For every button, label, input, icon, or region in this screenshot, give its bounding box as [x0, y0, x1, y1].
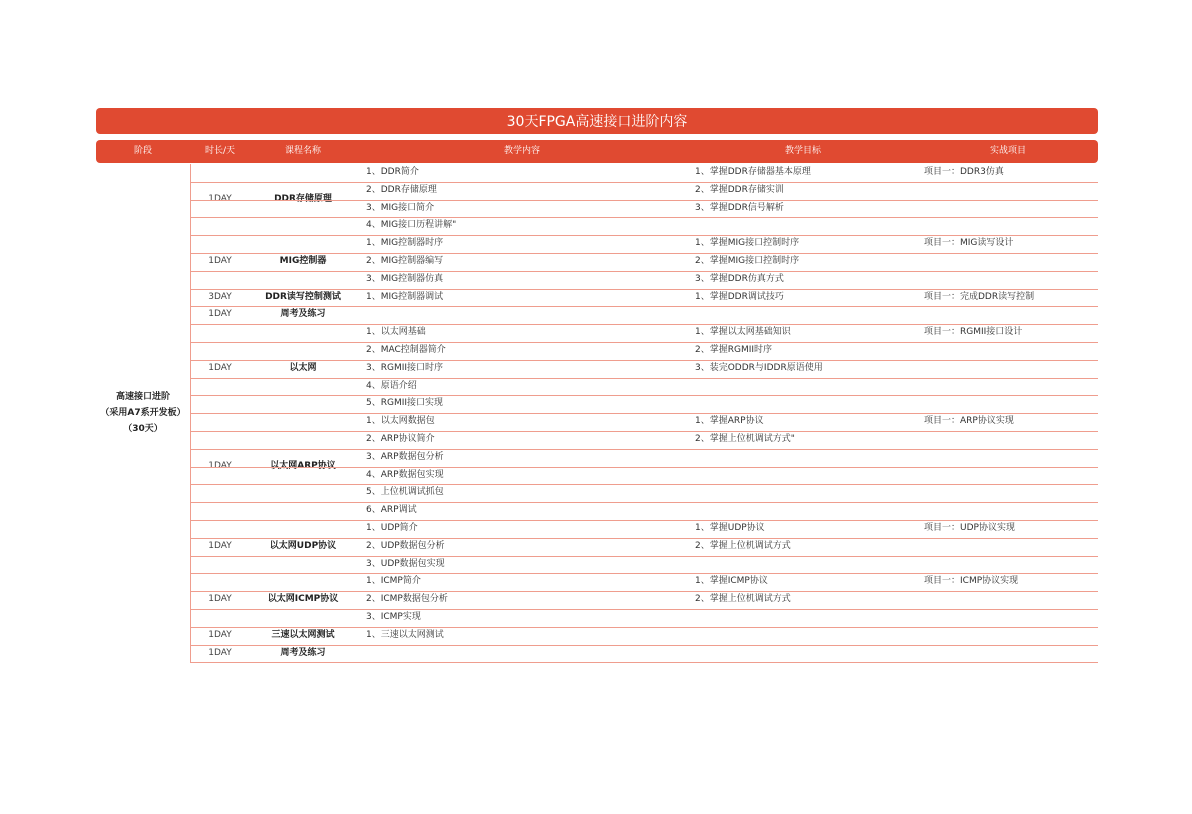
table-row: [190, 538, 1098, 557]
course-duration: 1DAY: [208, 363, 232, 374]
header-project: 实战项目: [989, 146, 1026, 156]
table-row: [190, 200, 1098, 219]
table-row: [190, 502, 1098, 521]
row-content: 3、MIG接口简介: [366, 202, 435, 213]
row-content: 1、MIG控制器调试: [366, 291, 444, 302]
course-duration: 3DAY: [208, 291, 232, 302]
course-duration: 1DAY: [208, 256, 232, 267]
table-row: [190, 467, 1098, 486]
row-content: 3、ICMP实现: [366, 612, 421, 622]
course-name: 以太网: [289, 363, 317, 374]
table-row: [190, 609, 1098, 628]
row-goal: 1、掌握DDR存储器基本原理: [695, 167, 811, 177]
row-project: 项目一：ARP协议实现: [924, 416, 1014, 427]
row-project: 项目一：完成DDR读写控制: [924, 291, 1035, 302]
table-header: [96, 140, 1098, 163]
table-row: [190, 342, 1098, 361]
row-content: 3、ARP数据包分析: [366, 451, 444, 462]
row-goal: 1、掌握MIG接口控制时序: [695, 238, 800, 249]
row-content: 2、DDR存储原理: [366, 184, 437, 195]
row-goal: 2、掌握MIG接口控制时序: [695, 256, 800, 266]
row-content: 6、ARP调试: [366, 505, 417, 516]
row-content: 1、UDP简介: [366, 523, 418, 533]
row-goal: 1、掌握ICMP协议: [695, 576, 768, 587]
header-stage: 阶段: [133, 146, 152, 156]
stage-days: （30天）: [123, 423, 163, 434]
course-duration: 1DAY: [208, 461, 232, 472]
course-name: 以太网ICMP协议: [267, 594, 339, 605]
row-content: 5、RGMII接口实现: [366, 398, 444, 409]
course-name: 周考及练习: [280, 309, 326, 320]
course-name: 三速以太网测试: [271, 629, 335, 640]
table-row: [190, 484, 1098, 503]
row-goal: 3、装完ODDR与IDDR原语使用: [695, 362, 823, 373]
row-content: 4、MIG接口历程讲解": [366, 220, 457, 231]
row-project: 项目一：DDR3仿真: [924, 167, 1004, 177]
row-content: 1、以太网基础: [366, 327, 426, 338]
course-duration: 1DAY: [208, 194, 232, 204]
course-name: MIG控制器: [279, 256, 327, 267]
course-name: DDR存储原理: [274, 194, 332, 204]
row-project: 项目一：MIG读写设计: [924, 238, 1014, 249]
table-row: [190, 449, 1098, 468]
row-goal: 3、掌握DDR仿真方式: [695, 273, 784, 284]
row-content: 2、UDP数据包分析: [366, 540, 445, 551]
table-row: [190, 271, 1098, 290]
table-row: [190, 591, 1098, 610]
header-goal: 教学目标: [784, 146, 821, 156]
row-content: 1、三速以太网测试: [366, 629, 444, 640]
row-goal: 2、掌握RGMII时序: [695, 345, 773, 355]
row-project: 项目一：UDP协议实现: [924, 523, 1015, 533]
row-content: 5、上位机调试抓包: [366, 487, 444, 498]
row-goal: 1、掌握UDP协议: [695, 523, 765, 533]
row-goal: 2、掌握上位机调试方式": [695, 434, 795, 444]
table-row: [190, 645, 1098, 664]
table-row: [190, 306, 1098, 325]
stage-board: （采用A7系开发板）: [100, 407, 186, 418]
course-name: 周考及练习: [280, 647, 326, 658]
course-duration: 1DAY: [208, 309, 232, 320]
header-duration: 时长/天: [204, 146, 236, 156]
row-content: 3、UDP数据包实现: [366, 558, 445, 569]
row-content: 1、MIG控制器时序: [366, 238, 444, 249]
header-course-name: 课程名称: [284, 146, 321, 156]
course-duration: 1DAY: [208, 594, 232, 605]
row-goal: 1、掌握DDR调试技巧: [695, 291, 784, 302]
header-content: 教学内容: [503, 146, 540, 156]
table-row: [190, 378, 1098, 397]
table-row: [190, 182, 1098, 201]
row-goal: 3、掌握DDR信号解析: [695, 202, 784, 213]
row-content: 2、ARP协议简介: [366, 434, 435, 444]
row-content: 1、DDR简介: [366, 167, 419, 177]
course-duration: 1DAY: [208, 629, 232, 640]
row-content: 4、原语介绍: [366, 380, 417, 391]
course-duration: 1DAY: [208, 647, 232, 658]
row-goal: 1、掌握ARP协议: [695, 416, 764, 427]
table-row: [190, 627, 1098, 646]
row-goal: 1、掌握以太网基础知识: [695, 327, 791, 338]
row-content: 3、RGMII接口时序: [366, 362, 444, 373]
row-content: 2、ICMP数据包分析: [366, 594, 448, 605]
row-goal: 2、掌握上位机调试方式: [695, 540, 791, 551]
course-name: 以太网ARP协议: [270, 461, 336, 472]
row-project: 项目一：RGMII接口设计: [924, 327, 1023, 338]
stage-cell: [96, 164, 190, 661]
row-goal: 2、掌握DDR存储实训: [695, 184, 784, 195]
row-project: 项目一：ICMP协议实现: [924, 576, 1019, 587]
table-row: [190, 253, 1098, 272]
table-row: [190, 360, 1098, 379]
table-row: [190, 556, 1098, 575]
course-name: DDR读写控制测试: [265, 291, 341, 302]
course-duration: 1DAY: [208, 541, 232, 551]
row-goal: 2、掌握上位机调试方式: [695, 594, 791, 605]
table-row: [190, 395, 1098, 414]
row-content: 2、MIG控制器编写: [366, 256, 444, 266]
row-content: 2、MAC控制器简介: [366, 345, 446, 355]
row-content: 1、以太网数据包: [366, 416, 435, 427]
table-row: [190, 431, 1098, 450]
row-content: 3、MIG控制器仿真: [366, 273, 444, 284]
course-name: 以太网UDP协议: [269, 541, 337, 551]
stage-name: 高速接口进阶: [115, 391, 170, 402]
row-content: 1、ICMP简介: [366, 576, 421, 587]
row-content: 4、ARP数据包实现: [366, 469, 444, 480]
table-title: 30天FPGA高速接口进阶内容: [96, 108, 1098, 134]
table-row: [190, 217, 1098, 236]
